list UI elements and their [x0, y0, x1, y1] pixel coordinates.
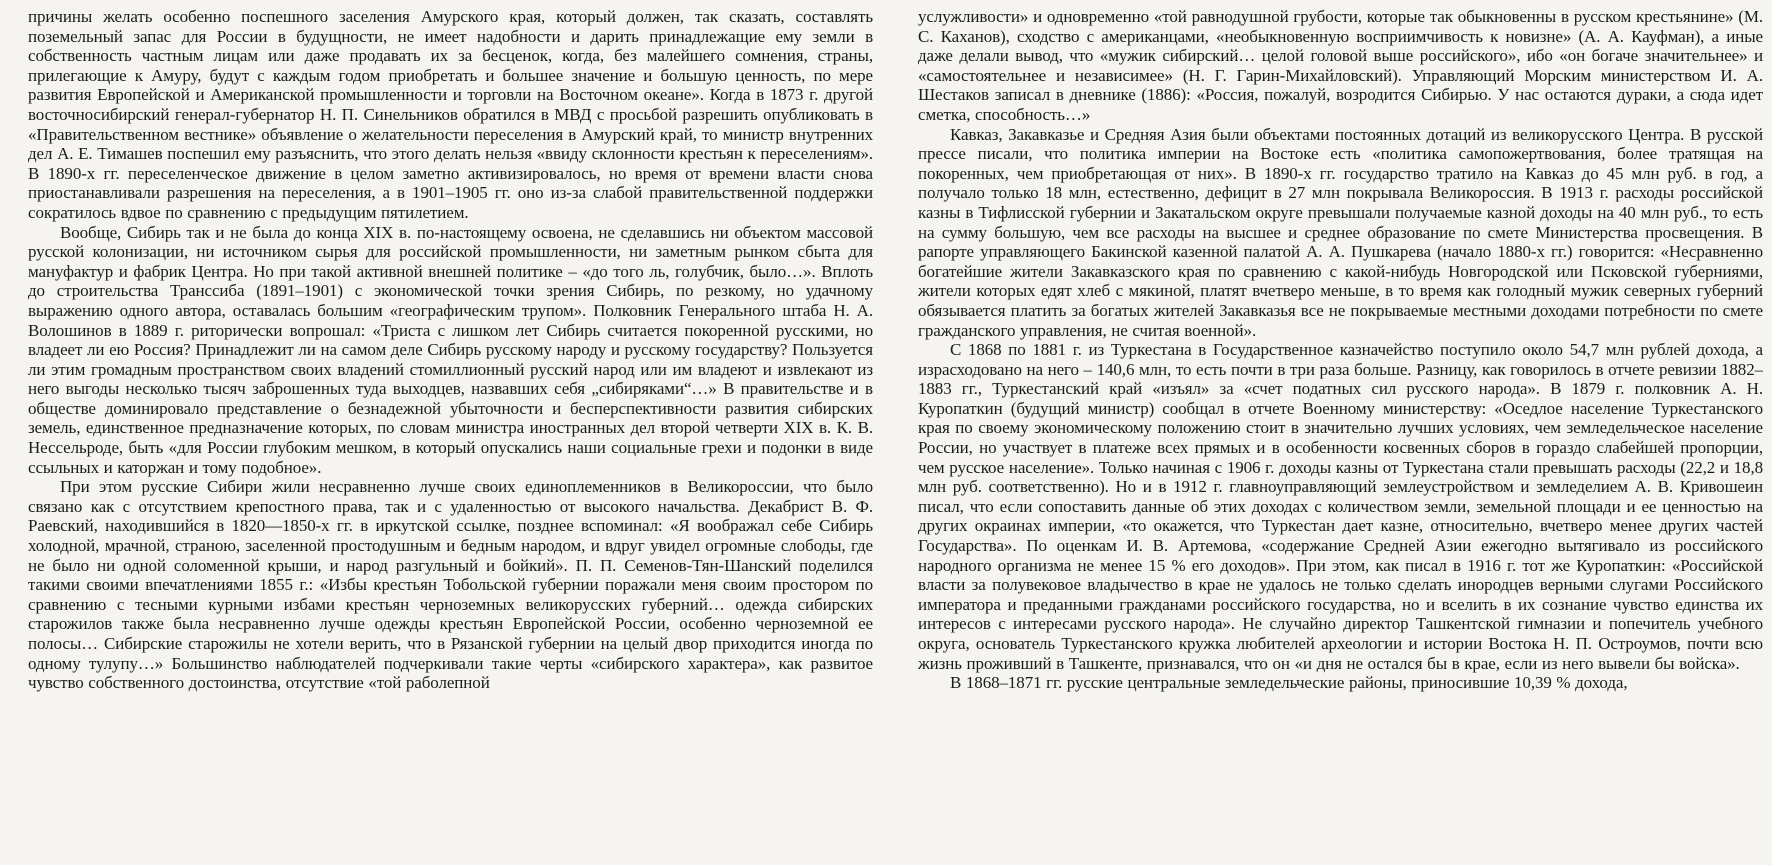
paragraph-continuation: услужливости» и одновременно «той равнодушной грубости, которые так обыкновенны в русском крестьянине» (М. С. Каханов), сходство с американцами, «необыкновенную восприимчивость к новизне» (А. А. Кауфман), а иные даже делали вывод, что «мужик сибирский… целой головой выше российского», ибо «он богаче значительнее» и «самостоятельнее и независимее» (Н. Г. Гарин-Михайловский). Управляющий Морским министерством И. А. Шестаков записал в дневнике (1886): «Россия, пожалуй, возродится Сибирью. У нас остаются дураки, а сюда идет сметка, способность…» — [918, 7, 1763, 124]
text-column-right — [918, 7, 1763, 865]
paragraph: Кавказ, Закавказье и Средняя Азия были объектами постоянных дотаций из великорусского Центра. В русской прессе писали, что политика империи на Востоке есть «политика самопожертвования, более тратящая на покоренных, чем приобретающая от них». В 1890-х гг. государство тратило на Кавказ до 45 млн руб. в год, а получало только 18 млн, естественно, дефицит в 27 млн покрывала Великороссия. В 1913 г. расходы российской казны в Тифлисской губернии и Закатальском округе превышали получаемые казной доходы на 40 млн руб., то есть на сумму большую, чем все расходы на высшее и среднее образование по смете Министерства просвещения. В рапорте управляющего Бакинской казенной палатой А. А. Пушкарева (начало 1880-х гг.) говорится: «Несравненно богатейшие жители Закавказского края по сравнению с какой-нибудь Новгородской или Псковской губерниями, жители которых едят хлеб с мякиной, платят вчетверо меньше, в то время как голодный мужик северных губерний обязывается платить за богатых жителей Закавказья все не покрываемые местными доходами потребности по смете гражданского управления, не считая военной». — [918, 124, 1763, 340]
text-column-left — [28, 7, 873, 865]
paragraph-continuation: причины желать особенно поспешного заселения Амурского края, который должен, так сказать, составлять поземельный запас для России в будущности, не имеет надобности и дарить принадлежащие ему земли в собственность частным лицам или даже продавать их за бесценок, когда, без малейшего сомнения, страны, прилегающие к Амуру, будут с каждым годом приобретать и большее значение и большую ценность, по мере развития Европейской и Американской промышленности и торговли на Восточном океане». Когда в 1873 г. другой восточносибирский генерал-губернатор Н. П. Синельников обратился в МВД с просьбой разрешить опубликовать в «Правительственном вестнике» объявление о желательности переселения в Амурский край, то министр внутренних дел А. Е. Тимашев поспешил ему разъяснить, что этого делать нельзя «ввиду склонности крестьян к переселениям». В 1890-х гг. переселенческое движение в целом заметно активизировалось, но время от времени власти снова приостанавливали разрешения на переселения, а в 1901–1905 гг. оно из-за слабой правительственной поддержки сократилось вдвое по сравнению с предыдущим пятилетием. — [28, 7, 873, 222]
paragraph: Вообще, Сибирь так и не была до конца XIX в. по-настоящему освоена, не сделавшись ни объектом массовой русской колонизации, ни источником сырья для российской промышленности, ни заметным рынком сбыта для мануфактур и фабрик Центра. Но при такой активной внешней политике – «до того ль, голубчик, было…». Вплоть до строительства Транссиба (1891–1901) с экономической точки зрения Сибирь, по резкому, но удачному выражению одного автора, оставалась большим «географическим трупом». Полковник Генерального штаба Н. А. Волошинов в 1889 г. риторически вопрошал: «Триста с лишком лет Сибирь считается покоренной русскими, но владеет ли ею Россия? Принадлежит ли на самом деле Сибирь русскому народу и русскому государству? Пользуется ли этим громадным пространством своих владений стомиллионный русский народ или им владеют и извлекают из него выгоды несколько тысяч заброшенных туда выходцев, назвавших себя „сибиряками“…» В правительстве и в обществе доминировало представление о безнадежной убыточности и бесперспективности развития сибирских земель, единственное предназначение которых, по словам министра иностранных дел второй четверти XIX в. К. В. Нессельроде, быть «для России глубоким мешком, в который опускались наши социальные грехи и подонки в виде ссыльных и каторжан и тому подобное». — [28, 222, 873, 477]
paragraph: С 1868 по 1881 г. из Туркестана в Государственное казначейство поступило около 54,7 млн рублей дохода, а израсходовано на него – 140,6 млн, то есть почти в три раза больше. Разницу, как говорилось в отчете ревизии 1882–1883 гг., Туркестанский край «изъял» за «счет податных сил русского народа». В 1879 г. полковник А. Н. Куропаткин (будущий министр) сообщал в отчете Военному министерству: «Оседлое население Туркестанского края по своему экономическому положению стоит в значительно лучших условиях, чем земледельческое население России, но участвует в платеже всех прямых и в особенности косвенных сборов в гораздо слабейшей пропорции, чем русское население». Только начиная с 1906 г. доходы казны от Туркестана стали превышать расходы (22,2 и 18,8 млн руб. соответственно). Но и в 1912 г. главноуправляющий землеустройством и земледелием А. В. Кривошеин писал, что если сопоставить данные об этих доходах с количеством земли, земельной площади и ее ценностью на других окраинах империи, «то окажется, что Туркестан дает казне, относительно, вчетверо менее других частей Государства». По оценкам И. В. Артемова, «содержание Средней Азии ежегодно вытягивало из российского народного организма не менее 15 % его доходов». При этом, как писал в 1916 г. тот же Куропаткин: «Российской власти за полувековое владычество в крае не удалось не только сделать инородцев верными слугами Российского императора и преданными гражданами российского государства, но и вселить в их сознание чувство единства их интересов с интересами русского народа». Не случайно директор Ташкентской гимназии и попечитель учебного округа, основатель Туркестанского кружка любителей археологии и истории Востока Н. П. Остроумов, почти всю жизнь проживший в Ташкенте, признавался, что он «и дня не остался бы в крае, если из него вывели бы войска». — [918, 340, 1763, 673]
paragraph: В 1868–1871 гг. русские центральные земледельческие районы, приносившие 10,39 % дохода, — [950, 673, 1628, 693]
paragraph: При этом русские Сибири жили несравненно лучше своих единоплеменников в Великороссии, что было связано как с отсутствием крепостного права, так и с удаленностью от высокого начальства. Декабрист В. Ф. Раевский, находившийся в 1820—1850-х гг. в иркутской ссылке, позднее вспоминал: «Я воображал себе Сибирь холодной, мрачной, страною, заселенной простодушным и бедным народом, и вдруг увидел огромные слободы, где не было ни одной соломенной крыши, и народ разгульный и бойкий». П. П. Семенов-Тян-Шанский поделился такими своими впечатлениями 1855 г.: «Избы крестьян Тобольской губернии поражали меня своим простором по сравнению с тесными курными избами крестьян черноземных великорусских губерний… одежда сибирских старожилов также была несравненно лучше одежды крестьян Европейской России, особенно черноземной ее полосы… Сибирские старожилы не хотели верить, что в Рязанской губернии на целый двор приходится иногда по одному тулупу…» Большинство наблюдателей подчеркивали такие черты «сибирского характера», как развитое чувство собственного достоинства, отсутствие «той раболепной — [28, 477, 873, 693]
